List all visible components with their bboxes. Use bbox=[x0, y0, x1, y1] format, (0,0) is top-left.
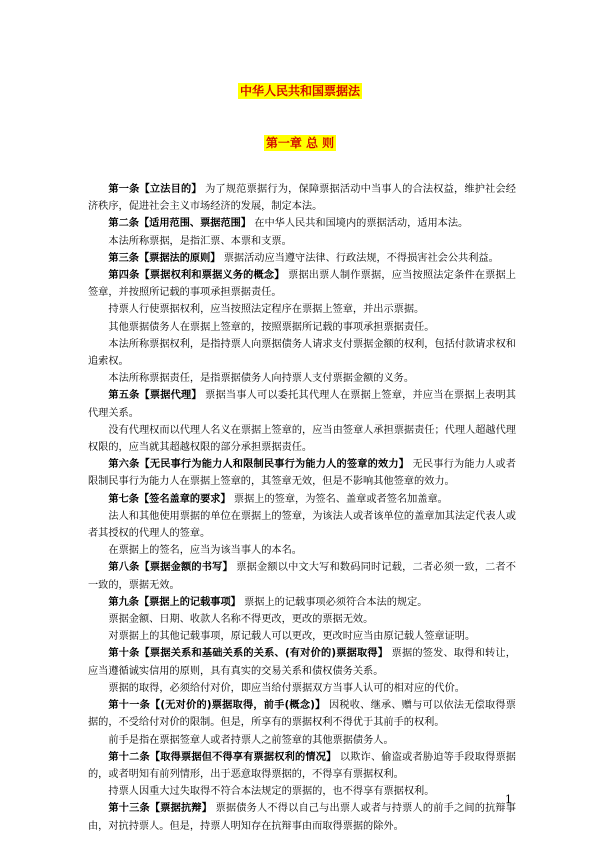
page-number: 1 bbox=[505, 793, 512, 806]
document-title-wrap bbox=[0, 80, 600, 99]
chapter-heading-wrap bbox=[0, 132, 600, 151]
document-body bbox=[88, 181, 516, 835]
article-paragraph bbox=[88, 611, 516, 628]
article-text: 本法所称票据权利，是指持票人向票据债务人请求支付票据金额的权利，包括付款请求权和追索权。 bbox=[88, 338, 516, 368]
article-paragraph bbox=[88, 594, 516, 611]
article-text: 以欺诈、偷盗或者胁迫等手段取得票据的，或者明知有前列情形，出于恶意取得票据的，不得享有票据权利。 bbox=[88, 751, 516, 780]
article-paragraph bbox=[88, 491, 516, 508]
article-paragraph bbox=[88, 628, 516, 645]
article-text: 为了规范票据行为，保障票据活动中当事人的合法权益，维护社会经济秩序，促进社会主义市场经济的发展，制定本法。 bbox=[88, 184, 516, 213]
article-paragraph bbox=[88, 370, 516, 387]
article-text: 票据活动应当遵守法律、行政法规，不得损害社会公共利益。 bbox=[220, 252, 499, 264]
article-paragraph bbox=[88, 749, 516, 783]
article-heading: 第八条【票据金额的书写】 bbox=[108, 562, 233, 574]
article-heading: 第七条【签名盖章的要求】 bbox=[108, 493, 231, 505]
article-paragraph bbox=[88, 732, 516, 749]
article-heading: 第四条【票据权利和票据义务的概念】 bbox=[108, 270, 285, 282]
article-text: 票据金额以中文大写和数码同时记载，二者必须一致，二者不一致的，票据无效。 bbox=[88, 562, 516, 591]
article-heading: 第六条【无民事行为能力人和限制民事行为能力人的签章的效力】 bbox=[108, 459, 410, 471]
article-paragraph bbox=[88, 456, 516, 490]
article-heading: 第二条【适用范围、票据范围】 bbox=[108, 218, 252, 230]
article-text: 票据当事人可以委托其代理人在票据上签章，并应当在票据上表明其代理关系。 bbox=[88, 390, 516, 419]
article-paragraph bbox=[88, 250, 516, 267]
article-paragraph bbox=[88, 680, 516, 697]
article-text: 本法所称票据责任，是指票据债务人向持票人支付票据金额的义务。 bbox=[108, 373, 415, 385]
article-text: 因税收、继承、赠与可以依法无偿取得票据的，不受给付对价的限制。但是，所享有的票据权利不得优于其前手的权利。 bbox=[88, 700, 516, 729]
article-text: 本法所称票据，是指汇票、本票和支票。 bbox=[108, 235, 292, 247]
article-paragraph bbox=[88, 233, 516, 250]
article-text: 前手是指在票据签章人或者持票人之前签章的其他票据债务人。 bbox=[108, 734, 394, 746]
article-text: 在票据上的签名，应当为该当事人的本名。 bbox=[108, 545, 302, 557]
article-text: 法人和其他使用票据的单位在票据上的签章，为该法人或者该单位的盖章加其法定代表人或者其授权的代理人的签章。 bbox=[88, 510, 516, 540]
article-heading: 第十条【票据关系和基础关系的关系、(有对价的)票据取得】 bbox=[108, 648, 389, 660]
article-paragraph bbox=[88, 422, 516, 456]
article-text: 票据上的记载事项必须符合本法的规定。 bbox=[240, 596, 428, 608]
article-text: 票据债务人不得以自己与出票人或者与持票人的前手之间的抗辩事由，对抗持票人。但是，持票人明知存在抗辩事由而取得票据的除外。 bbox=[88, 803, 516, 832]
article-text: 票据的签发、取得和转让，应当遵循诚实信用的原则，具有真实的交易关系和债权债务关系。 bbox=[88, 648, 516, 677]
article-paragraph bbox=[88, 181, 516, 215]
article-paragraph bbox=[88, 800, 516, 834]
article-heading: 第十一条【(无对价的)票据取得，前手(概念)】 bbox=[108, 700, 326, 712]
article-text: 持票人行使票据权利，应当按照法定程序在票据上签章，并出示票据。 bbox=[108, 304, 425, 316]
article-paragraph bbox=[88, 645, 516, 679]
article-paragraph bbox=[88, 559, 516, 593]
article-text: 票据出票人制作票据，应当按照法定条件在票据上签章，并按照所记载的事项承担票据责任。 bbox=[88, 270, 516, 299]
article-text: 票据金额、日期、收款人名称不得更改，更改的票据无效。 bbox=[108, 614, 374, 626]
article-heading: 第五条【票据代理】 bbox=[108, 390, 202, 402]
article-text: 持票人因重大过失取得不符合本法规定的票据的，也不得享有票据权利。 bbox=[108, 786, 435, 798]
article-text: 对票据上的其他记载事项，原记载人可以更改，更改时应当由原记载人签章证明。 bbox=[108, 631, 476, 643]
chapter-heading: 第一章 总 则 bbox=[265, 136, 335, 150]
article-text: 在中华人民共和国境内的票据活动，适用本法。 bbox=[251, 218, 469, 230]
article-heading: 第一条【立法目的】 bbox=[108, 184, 202, 195]
article-text: 其他票据债务人在票据上签章的，按照票据所记载的事项承担票据责任。 bbox=[108, 321, 435, 333]
article-paragraph bbox=[88, 508, 516, 542]
article-paragraph bbox=[88, 319, 516, 336]
article-paragraph bbox=[88, 215, 516, 232]
article-text: 票据上的签章，为签名、盖章或者签名加盖章。 bbox=[230, 493, 448, 505]
article-paragraph bbox=[88, 387, 516, 421]
article-paragraph bbox=[88, 336, 516, 370]
article-heading: 第十三条【票据抗辩】 bbox=[108, 803, 213, 815]
article-paragraph bbox=[88, 267, 516, 301]
article-paragraph bbox=[88, 542, 516, 559]
article-paragraph bbox=[88, 697, 516, 731]
article-heading: 第九条【票据上的记载事项】 bbox=[108, 596, 241, 608]
article-heading: 第三条【票据法的原则】 bbox=[108, 252, 221, 264]
article-text: 票据的取得，必须给付对价，即应当给付票据双方当事人认可的相对应的代价。 bbox=[108, 682, 465, 694]
article-paragraph bbox=[88, 783, 516, 800]
article-text: 没有代理权而以代理人名义在票据上签章的，应当由签章人承担票据责任；代理人超越代理权限的，应当就其超越权限的部分承担票据责任。 bbox=[88, 424, 516, 454]
article-text: 无民事行为能力人或者限制民事行为能力人在票据上签章的，其签章无效，但是不影响其他签章的效力。 bbox=[88, 459, 516, 488]
article-paragraph bbox=[88, 301, 516, 318]
document-title: 中华人民共和国票据法 bbox=[239, 84, 360, 98]
article-heading: 第十二条【取得票据但不得享有票据权利的情况】 bbox=[108, 751, 337, 763]
